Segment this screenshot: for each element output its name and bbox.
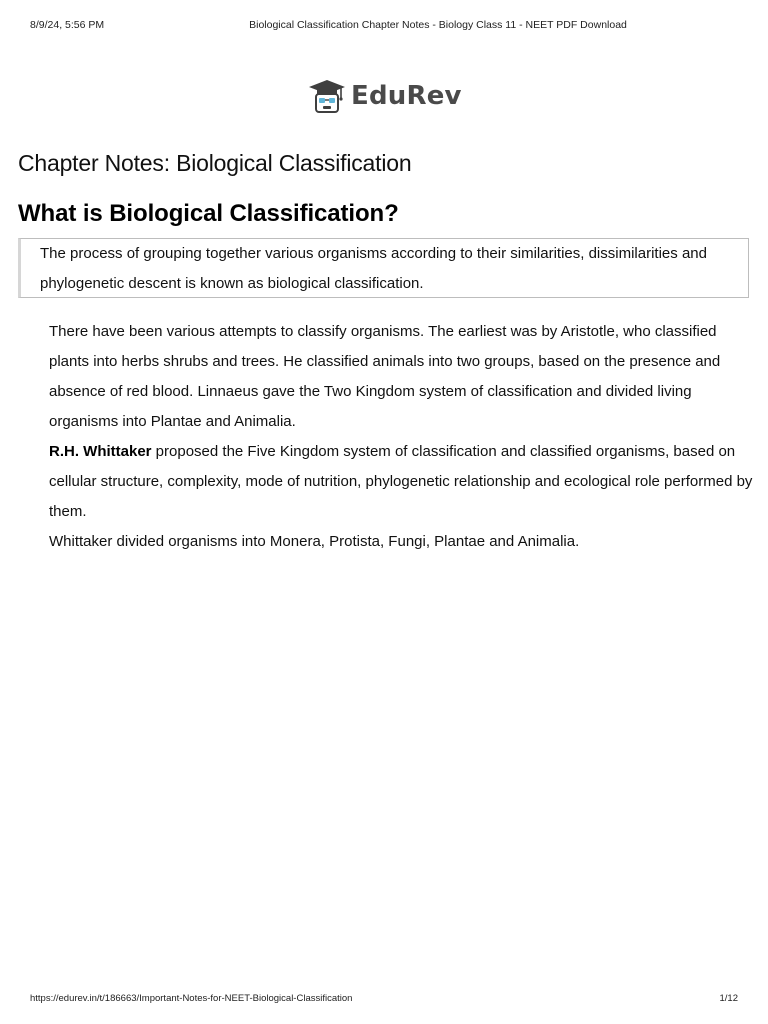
whittaker-name: R.H. Whittaker — [49, 443, 152, 460]
definition-text: The process of grouping together various organisms according to their similarities, dissimilarities and phylogenetic descent is known as biological classification. — [40, 245, 707, 292]
page-url[interactable]: https://edurev.in/t/186663/Important-Notes-for-NEET-Biological-Classification — [30, 993, 353, 1004]
paragraph-aristotle-linnaeus: There have been various attempts to classify organisms. The earliest was by Aristotle, who classified plants into herbs shrubs and trees. He classified animals into two groups, based on the presence and absence of red blood. Linnaeus gave the Two Kingdom system of classification and divided living organisms into Plantae and Animalia. — [49, 323, 721, 430]
paragraph-whittaker — [49, 437, 754, 527]
edurev-logo[interactable] — [308, 78, 462, 114]
logo-text: EduRev — [351, 81, 462, 111]
paragraph-five-kingdoms: Whittaker divided organisms into Monera, Protista, Fungi, Plantae and Animalia. — [49, 533, 580, 550]
paragraph-whittaker-text: proposed the Five Kingdom system of classification and classified organisms, based on cellular structure, complexity, mode of nutrition, phylogenetic relationship and ecological role performed by them. — [49, 443, 753, 520]
body-content — [49, 317, 754, 557]
chapter-title: Chapter Notes: Biological Classification — [18, 150, 412, 176]
graduation-cap-mascot-icon — [308, 78, 346, 114]
print-datetime: 8/9/24, 5:56 PM — [30, 19, 105, 31]
print-header — [0, 19, 768, 33]
page-number: 1/12 — [719, 993, 738, 1004]
section-heading: What is Biological Classification? — [18, 200, 399, 227]
definition-box — [18, 238, 749, 298]
print-document-title: Biological Classification Chapter Notes - Biology Class 11 - NEET PDF Download — [249, 19, 627, 31]
